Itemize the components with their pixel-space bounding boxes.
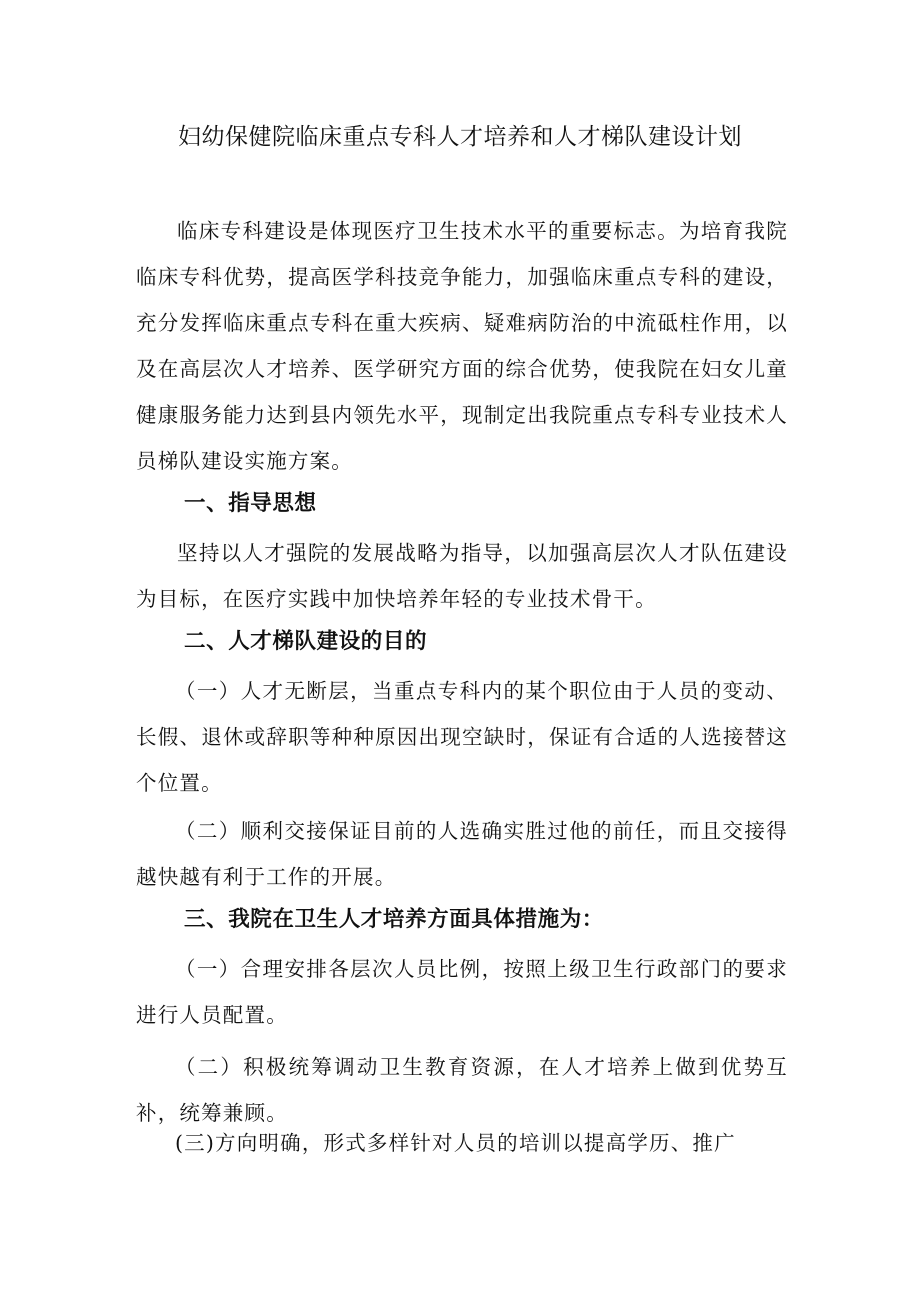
document-title: 妇幼保健院临床重点专科人才培养和人才梯队建设计划 — [178, 124, 742, 150]
measure-item-2: （二）积极统筹调动卫生教育资源，在人才培养上做到优势互补，统筹兼顾。 — [136, 1055, 788, 1125]
section-heading-talent-echelon-purpose: 二、人才梯队建设的目的 — [184, 629, 428, 654]
purpose-item-1: （一）人才无断层，当重点专科内的某个职位由于人员的变动、长假、退休或辞职等种种原因出现空缺时，保证有合适的人选接替这个位置。 — [136, 679, 788, 795]
measure-item-1: （一）合理安排各层次人员比例，按照上级卫生行政部门的要求进行人员配置。 — [136, 957, 788, 1027]
section-heading-guiding-ideology: 一、指导思想 — [184, 491, 317, 516]
measure-item-3: (三)方向明确，形式多样针对人员的培训以提高学历、推广 — [174, 1131, 736, 1155]
intro-paragraph: 临床专科建设是体现医疗卫生技术水平的重要标志。为培育我院临床专科优势，提高医学科技竞争能力，加强临床重点专科的建设，充分发挥临床重点专科在重大疾病、疑难病防治的中流砥柱作用，以及在高层次人才培养、医学研究方面的综合优势，使我院在妇女儿童健康服务能力达到县内领先水平，现制定出我院重点专科专业技术人员梯队建设实施方案。 — [136, 219, 788, 473]
section-heading-training-measures: 三、我院在卫生人才培养方面具体措施为： — [184, 907, 604, 932]
section-guiding-ideology-body: 坚持以人才强院的发展战略为指导，以加强高层次人才队伍建设为目标，在医疗实践中加快培养年轻的专业技术骨干。 — [136, 541, 788, 611]
purpose-item-2: （二）顺利交接保证目前的人选确实胜过他的前任，而且交接得越快越有利于工作的开展。 — [136, 819, 788, 889]
